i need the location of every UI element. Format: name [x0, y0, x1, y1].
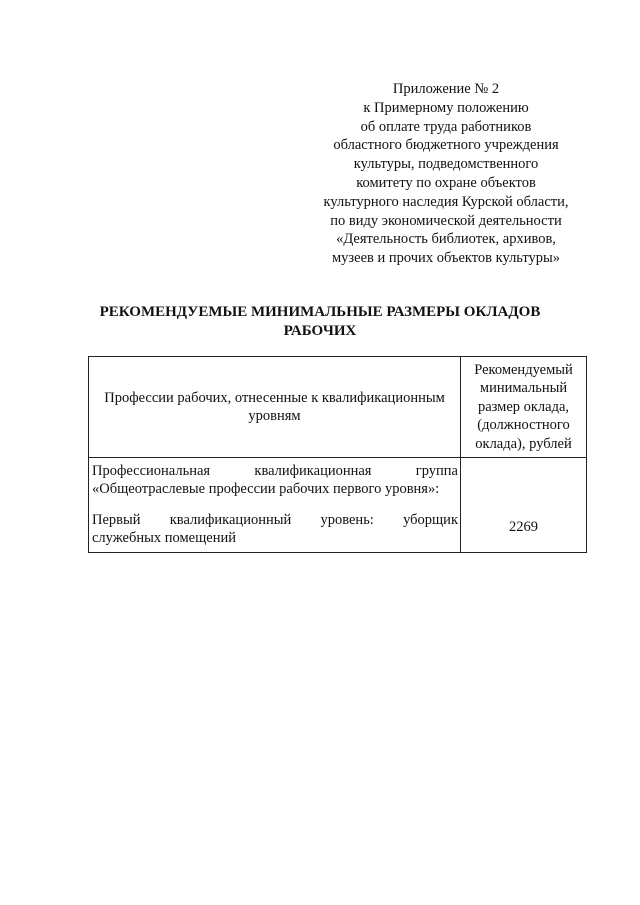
header-professions: Профессии рабочих, отнесенные к квалификационным уровням — [89, 357, 461, 458]
annex-line: к Примерному положению — [363, 99, 529, 116]
title-line-1: РЕКОМЕНДУЕМЫЕ МИНИМАЛЬНЫЕ РАЗМЕРЫ ОКЛАДОВ — [99, 304, 541, 320]
annex-line: областного бюджетного учреждения — [333, 137, 559, 154]
annex-line: об оплате труда работников — [360, 118, 532, 135]
annex-header — [300, 80, 592, 268]
annex-line: музеев и прочих объектов культуры» — [332, 250, 560, 267]
group-name-line-1: Профессиональная квалификационная группа — [92, 463, 458, 479]
header-salary: Рекомендуемый минимальный размер оклада, (должностного оклада), рублей — [461, 357, 587, 458]
annex-line: комитету по охране объектов — [356, 174, 536, 191]
salary-value: 2269 — [461, 458, 587, 553]
level-line-2: служебных помещений — [92, 530, 236, 546]
table-row — [89, 458, 587, 553]
annex-line: по виду экономической деятельности — [330, 212, 562, 229]
title-line-2: РАБОЧИХ — [283, 323, 357, 339]
table-header-row — [89, 357, 587, 458]
annex-line: «Деятельность библиотек, архивов, — [336, 231, 556, 248]
annex-line: Приложение № 2 — [392, 81, 500, 97]
profession-cell — [89, 458, 461, 553]
document-title — [60, 303, 580, 341]
annex-line: культуры, подведомственного — [353, 156, 539, 173]
salary-table — [88, 356, 587, 553]
level-line-1: Первый квалификационный уровень: уборщик — [92, 512, 458, 528]
annex-line: культурного наследия Курской области, — [323, 193, 569, 210]
group-name-line-2: «Общеотраслевые профессии рабочих первого уровня»: — [92, 481, 440, 497]
